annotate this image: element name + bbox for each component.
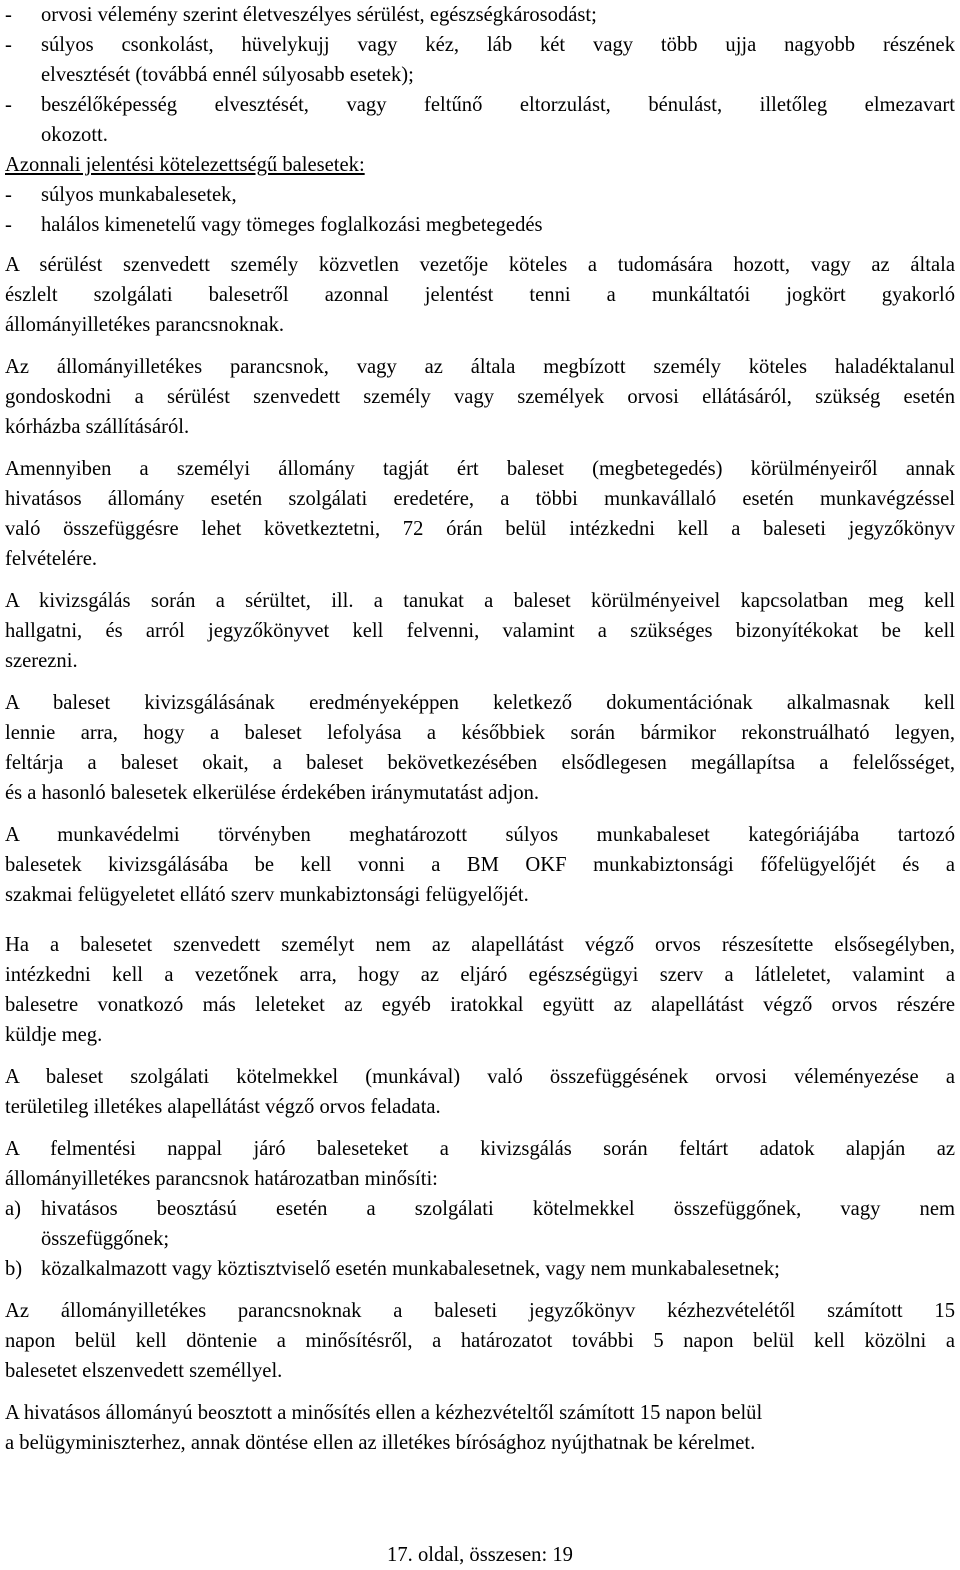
list-item-text: hivatásos beosztású esetén a szolgálati kötelmekkel összefüggőnek, vagy nem [41, 1198, 955, 1220]
paragraph-line: A munkavédelmi törvényben meghatározott súlyos munkabaleset kategóriájába tartozó [5, 824, 955, 846]
paragraph-line: felvételére. [5, 548, 98, 570]
paragraph-line: hallgatni, és arról jegyzőkönyvet kell felvenni, valamint a szükséges bizonyítékokat be kell [5, 620, 955, 642]
paragraph [5, 688, 955, 808]
list-item-text: súlyos munkabalesetek, [41, 184, 237, 206]
list-item [5, 1254, 955, 1284]
paragraph-line: szerezni. [5, 650, 78, 672]
list-marker: - [5, 184, 12, 206]
paragraph [5, 586, 955, 676]
paragraph-line: A kivizsgálás során a sérültet, ill. a tanukat a baleset körülményeivel kapcsolatban meg kell [5, 590, 955, 612]
paragraph-line: balesetek kivizsgálásába be kell vonni a BM OKF munkabiztonsági főfelügyelőjét és a [5, 854, 955, 876]
paragraph [5, 454, 955, 574]
classification-list [5, 1194, 955, 1284]
paragraph [5, 820, 955, 910]
paragraph-line: Ha a balesetet szenvedett személyt nem az alapellátást végző orvos részesítette elsősegélyben, [5, 934, 955, 956]
list-item-text: közalkalmazott vagy köztisztviselő esetén munkabalesetnek, vagy nem munkabalesetnek; [41, 1258, 780, 1280]
paragraph-line: A felmentési nappal járó baleseteket a kivizsgálás során feltárt adatok alapján az [5, 1138, 955, 1160]
paragraph-line: állományilletékes parancsnoknak. [5, 314, 285, 336]
list-item [5, 30, 955, 60]
paragraph [5, 930, 955, 1050]
list-marker: a) [5, 1198, 21, 1220]
paragraph-line: feltárja a baleset okait, a baleset bekövetkezésében elsődlegesen megállapítsa a felelősséget, [5, 752, 955, 774]
list-item [5, 90, 955, 120]
document-page [5, 0, 955, 1458]
list-marker: - [5, 94, 12, 116]
section-heading [5, 150, 955, 180]
paragraph [5, 1134, 955, 1194]
paragraph-line: lennie arra, hogy a baleset lefolyása a későbbiek során bármikor rekonstruálható legyen, [5, 722, 955, 744]
paragraph-line: kórházba szállításáról. [5, 416, 190, 438]
list-item-text: súlyos csonkolást, hüvelykujj vagy kéz, láb két vagy több ujja nagyobb részének [41, 34, 955, 56]
list-item [5, 1194, 955, 1224]
paragraph-line: észlelt szolgálati balesetről azonnal jelentést tenni a munkáltatói jogkört gyakorló [5, 284, 955, 306]
paragraph-line: A baleset szolgálati kötelmekkel (munkával) való összefüggésének orvosi véleményezése a [5, 1066, 955, 1088]
list-item [5, 180, 955, 210]
paragraph-line: A sérülést szenvedett személy közvetlen vezetője köteles a tudomására hozott, vagy az általa [5, 254, 955, 276]
paragraph-line: napon belül kell döntenie a minősítésről, a határozatot további 5 napon belül kell közölni a [5, 1330, 955, 1352]
paragraph-line: balesetre vonatkozó más leleteket az egyéb iratokkal együtt az alapellátást végző orvos részére [5, 994, 955, 1016]
paragraph-line: hivatásos állomány esetén szolgálati eredetére, a többi munkavállaló esetén munkavégzéssel [5, 488, 955, 510]
list-item-text: orvosi vélemény szerint életveszélyes sérülést, egészségkárosodást; [41, 4, 597, 26]
paragraph-line: A hivatásos állományú beosztott a minősítés ellen a kézhezvételtől számított 15 napon belül [5, 1402, 763, 1424]
injury-list [5, 0, 955, 150]
list-marker: - [5, 4, 12, 26]
list-marker: b) [5, 1258, 23, 1280]
paragraph-line: a belügyminiszterhez, annak döntése ellen az illetékes bírósághoz nyújthatnak be kérelmet. [5, 1432, 756, 1454]
paragraph [5, 1296, 955, 1386]
immediate-heading: Azonnali jelentési kötelezettségű balesetek: [5, 154, 365, 176]
list-item-text: beszélőképesség elvesztését, vagy feltűnő eltorzulást, bénulást, illetőleg elmezavart [41, 94, 955, 116]
paragraph-line: állományilletékes parancsnok határozatban minősíti: [5, 1168, 438, 1190]
list-item-continuation: okozott. [41, 124, 108, 146]
paragraph-line: és a hasonló balesetek elkerülése érdekében iránymutatást adjon. [5, 782, 540, 804]
list-item-continuation: összefüggőnek; [41, 1228, 170, 1250]
list-item-text: halálos kimenetelű vagy tömeges foglalkozási megbetegedés [41, 214, 543, 236]
immediate-list [5, 180, 955, 240]
paragraph-line: területileg illetékes alapellátást végző orvos feladata. [5, 1096, 441, 1118]
list-marker: - [5, 34, 12, 56]
paragraph-line: balesetet elszenvedett személlyel. [5, 1360, 283, 1382]
list-item-continuation: elvesztését (továbbá ennél súlyosabb esetek); [41, 64, 414, 86]
paragraph-line: gondoskodni a sérülést szenvedett személy vagy személyek orvosi ellátásáról, szükség esetén [5, 386, 955, 408]
paragraph-line: való összefüggésre lehet következtetni, 72 órán belül intézkedni kell a baleseti jegyzőkönyv [5, 518, 955, 540]
paragraph-line: Az állományilletékes parancsnoknak a baleseti jegyzőkönyv kézhezvételétől számított 15 [5, 1300, 955, 1322]
paragraph [5, 1398, 955, 1458]
paragraph-line: szakmai felügyeletet ellátó szerv munkabiztonsági felügyelőjét. [5, 884, 529, 906]
paragraph [5, 352, 955, 442]
page-footer: 17. oldal, összesen: 19 [387, 1544, 573, 1566]
paragraph-line: Amennyiben a személyi állomány tagját ért baleset (megbetegedés) körülményeiről annak [5, 458, 955, 480]
list-marker: - [5, 214, 12, 236]
paragraph [5, 1062, 955, 1122]
paragraph [5, 250, 955, 340]
paragraph-line: küldje meg. [5, 1024, 103, 1046]
paragraph-line: A baleset kivizsgálásának eredményeképpen keletkező dokumentációnak alkalmasnak kell [5, 692, 955, 714]
list-item [5, 0, 955, 30]
list-item [5, 210, 955, 240]
paragraph-line: Az állományilletékes parancsnok, vagy az általa megbízott személy köteles haladéktalanul [5, 356, 955, 378]
paragraph-line: intézkedni kell a vezetőnek arra, hogy az eljáró egészségügyi szerv a látleletet, valamint a [5, 964, 955, 986]
